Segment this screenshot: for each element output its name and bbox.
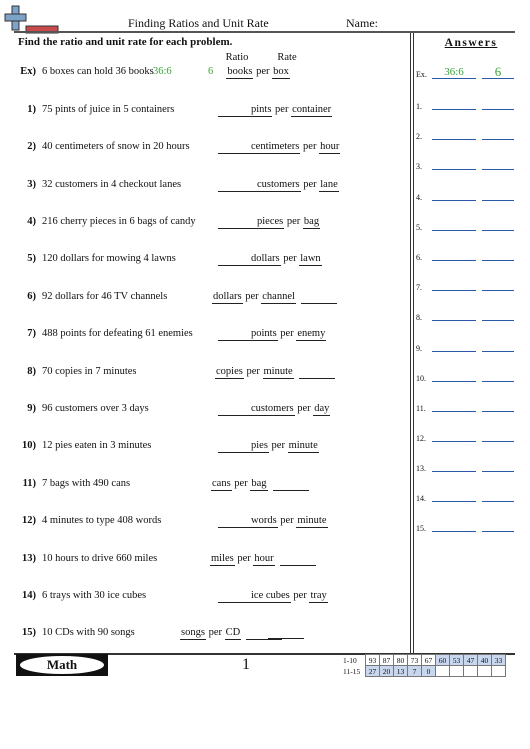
answer-number: 6. [416,253,422,262]
problem-number: 1) [27,104,36,115]
rate-unit-denominator: bag [251,478,267,489]
score-cell: 80 [394,655,408,666]
rate-answer-area [218,141,340,153]
answer-number: 11. [416,404,426,413]
answer-ratio-field[interactable] [432,230,476,231]
score-cell: 73 [408,655,422,666]
rate-unit-denominator: minute [297,515,327,526]
answer-number: 4. [416,193,422,202]
rate-answer-area [218,590,328,602]
rate-unit-denominator: lawn [300,253,321,264]
problem-number: 14) [22,590,36,601]
problem-number: 5) [27,253,36,264]
answer-rate-field[interactable] [482,441,514,442]
score-cell: 0 [422,666,436,677]
problem-number: 9) [27,403,36,414]
answer-example-ratio: 36:6 [444,66,464,78]
problem-text: 40 centimeters of snow in 20 hours [42,141,190,152]
rate-blank[interactable] [218,105,250,117]
problem-text: 120 dollars for mowing 4 lawns [42,253,176,264]
example-rate-unit-a: books [227,66,253,77]
rate-unit-numerator: customers [257,179,300,190]
rate-per: per [283,253,297,264]
score-cell: 60 [436,655,450,666]
rate-blank[interactable] [299,367,335,379]
rate-per: per [293,590,307,601]
rate-unit-denominator: enemy [297,328,326,339]
answer-number: 10. [416,374,426,383]
rate-blank[interactable] [218,180,256,192]
answer-rate-field[interactable] [482,411,514,412]
rate-unit-denominator: CD [225,627,241,638]
problem-text: 7 bags with 490 cans [42,478,131,489]
rate-per: per [271,440,285,451]
answer-number: 9. [416,344,422,353]
rate-answer-area [210,553,316,565]
score-cell: 20 [380,666,394,677]
answer-rate-field[interactable] [482,109,514,110]
answer-number: 7. [416,283,422,292]
rate-answer-area [218,253,322,265]
score-row [343,655,506,666]
score-row-label: 11-15 [343,666,361,676]
answer-rate-field[interactable] [482,471,514,472]
rate-per: per [280,515,294,526]
problem-number: 15) [22,627,36,638]
answer-rate-field[interactable] [482,320,514,321]
rate-unit-denominator: hour [320,141,340,152]
worksheet-title: Finding Ratios and Unit Rate [128,16,269,30]
problem-text: 96 customers over 3 days [42,403,149,414]
answer-rate-field[interactable] [482,501,514,502]
rate-unit-denominator: minute [263,366,293,377]
rate-blank[interactable] [218,254,250,266]
problem-text: 4 minutes to type 408 words [42,515,162,526]
rate-answer-area [218,216,320,228]
problem-text: 216 cherry pieces in 6 bags of candy [42,216,196,227]
answer-rate-field[interactable] [482,200,514,201]
answer-number: 1. [416,102,422,111]
answer-rate-field[interactable] [482,531,514,532]
example-rate-value: 6 [208,66,214,77]
score-row [343,666,506,677]
rate-unit-denominator: day [314,403,330,414]
rate-unit-numerator: cans [212,478,231,489]
instructions: Find the ratio and unit rate for each problem. [18,36,233,48]
math-badge-label: Math [20,656,104,674]
plus-minus-logo-icon [4,4,60,34]
rate-answer-area [218,403,330,415]
rate-per: per [234,478,248,489]
rate-blank[interactable] [273,479,309,491]
problem-text: 10 CDs with 90 songs [42,627,135,638]
example-rate-per: per [256,66,270,77]
answer-rate-field[interactable] [482,381,514,382]
rate-blank[interactable] [218,217,256,229]
score-cell: 93 [366,655,380,666]
score-row-label: 1-10 [343,655,357,665]
page-number: 1 [242,656,250,673]
problem-text: 32 customers in 4 checkout lanes [42,179,182,190]
rate-per: per [275,104,289,115]
answer-rate-field[interactable] [482,290,514,291]
rate-blank[interactable] [218,516,250,528]
rate-answer-area [212,291,337,303]
score-cell: 40 [478,655,492,666]
answer-example-label: Ex. [416,70,427,79]
rate-answer-area [218,104,332,116]
header-rule [14,31,515,33]
rate-unit-denominator: minute [288,440,318,451]
rate-per: per [303,141,317,152]
example-number: Ex) [20,66,36,77]
score-cell [436,666,450,677]
score-cell: 47 [464,655,478,666]
problem-number: 11) [22,478,36,489]
answer-divider-right [413,33,414,653]
rate-unit-numerator: dollars [251,253,280,264]
rate-blank[interactable] [218,142,250,154]
problem-number: 13) [22,553,36,564]
answer-rate-field[interactable] [482,260,514,261]
answer-ratio-field[interactable] [432,501,476,502]
answer-ratio-field[interactable] [432,290,476,291]
rate-answer-area [218,328,326,340]
rate-blank[interactable] [218,591,250,603]
score-cell: 33 [492,655,506,666]
rate-answer-area [218,515,328,527]
problem-text: 10 hours to drive 660 miles [42,553,158,564]
score-cell: 87 [380,655,394,666]
rate-unit-numerator: songs [181,627,205,638]
answer-ratio-field[interactable] [432,351,476,352]
answer-ratio-field[interactable] [432,381,476,382]
score-cell [478,666,492,677]
problem-text: 75 pints of juice in 5 containers [42,104,175,115]
rate-blank[interactable] [301,292,337,304]
example-ratio: 36:6 [153,66,172,77]
answer-rate-field[interactable] [482,351,514,352]
answer-rate-field[interactable] [482,169,514,170]
score-cell: 67 [422,655,436,666]
answer-ratio-field[interactable] [432,411,476,412]
answer-number: 12. [416,434,426,443]
rate-answer-area [218,179,339,191]
answer-number: 15. [416,524,426,533]
example-rate [208,66,290,78]
problem-number: 7) [27,328,36,339]
rate-unit-numerator: customers [251,403,294,414]
answer-number: 14. [416,494,426,503]
problem-number: 10) [22,440,36,451]
problem-number: 12) [22,515,36,526]
rate-answer-area [215,366,335,378]
rate-per: per [246,366,260,377]
rate-per: per [237,553,251,564]
answer-ratio-field[interactable] [432,109,476,110]
answer-number: 13. [416,464,426,473]
score-cell [492,666,506,677]
rate-blank[interactable] [218,329,250,341]
rate-unit-numerator: miles [211,553,234,564]
rate-unit-denominator: hour [254,553,274,564]
rate-unit-numerator: points [251,328,277,339]
answer-ratio-field[interactable] [432,471,476,472]
answers-header: Answers [444,37,498,49]
rate-unit-numerator: pieces [257,216,284,227]
score-cell: 7 [408,666,422,677]
rate-unit-numerator: pints [251,104,272,115]
rate-answer-area [211,478,309,490]
problem-text: 6 trays with 30 ice cubes [42,590,147,601]
problem-number: 8) [27,366,36,377]
problem-number: 3) [27,179,36,190]
answer-number: 8. [416,313,422,322]
rate-blank[interactable] [280,554,316,566]
rate-unit-numerator: words [251,515,277,526]
name-label: Name: [346,16,378,30]
answer-number: 2. [416,132,422,141]
rate-blank[interactable] [218,404,250,416]
rate-per: per [297,403,311,414]
problem-text: 12 pies eaten in 3 minutes [42,440,152,451]
rate-per: per [286,216,301,227]
answer-ratio-field[interactable] [432,139,476,140]
example-rate-unit-b: box [273,66,289,77]
answer-ratio-field[interactable] [432,531,476,532]
rate-unit-numerator: pies [251,440,268,451]
ratio-blank[interactable] [268,638,304,639]
rate-per: per [208,627,222,638]
answer-ratio-field[interactable] [432,320,476,321]
rate-per: per [303,179,317,190]
problem-text: 92 dollars for 46 TV channels [42,291,168,302]
answer-number: 5. [416,223,422,232]
answer-rate-field[interactable] [482,230,514,231]
rate-unit-denominator: bag [303,216,320,227]
rate-unit-numerator: centimeters [251,141,300,152]
answer-ratio-field[interactable] [432,200,476,201]
answer-rate-field[interactable] [482,139,514,140]
answer-example-rate-line [482,78,514,79]
answer-example-ratio-line [432,78,476,79]
rate-unit-numerator: dollars [213,291,242,302]
problem-number: 2) [27,141,36,152]
score-cell: 13 [394,666,408,677]
rate-per: per [245,291,259,302]
problem-text: 70 copies in 7 minutes [42,366,137,377]
answer-divider-left [410,33,411,653]
problem-number: 4) [27,216,36,227]
rate-column-header: Rate [277,52,297,63]
example-text: 6 boxes can hold 36 books [42,66,154,77]
answer-ratio-field[interactable] [432,441,476,442]
answer-ratio-field[interactable] [432,260,476,261]
rate-unit-denominator: lane [320,179,338,190]
answer-ratio-field[interactable] [432,169,476,170]
rate-unit-denominator: tray [310,590,327,601]
answer-number: 3. [416,162,422,171]
answer-example-rate: 6 [494,64,502,79]
score-table [343,654,506,677]
rate-blank[interactable] [218,441,250,453]
rate-unit-numerator: copies [216,366,243,377]
rate-unit-denominator: channel [262,291,295,302]
rate-per: per [280,328,294,339]
problem-number: 6) [27,291,36,302]
score-cell [464,666,478,677]
score-cell [450,666,464,677]
problem-text: 488 points for defeating 61 enemies [42,328,193,339]
ratio-column-header: Ratio [225,52,249,63]
score-cell: 27 [366,666,380,677]
rate-unit-numerator: ice cubes [251,590,290,601]
score-cell: 53 [450,655,464,666]
rate-unit-denominator: container [292,104,332,115]
rate-answer-area [218,440,319,452]
